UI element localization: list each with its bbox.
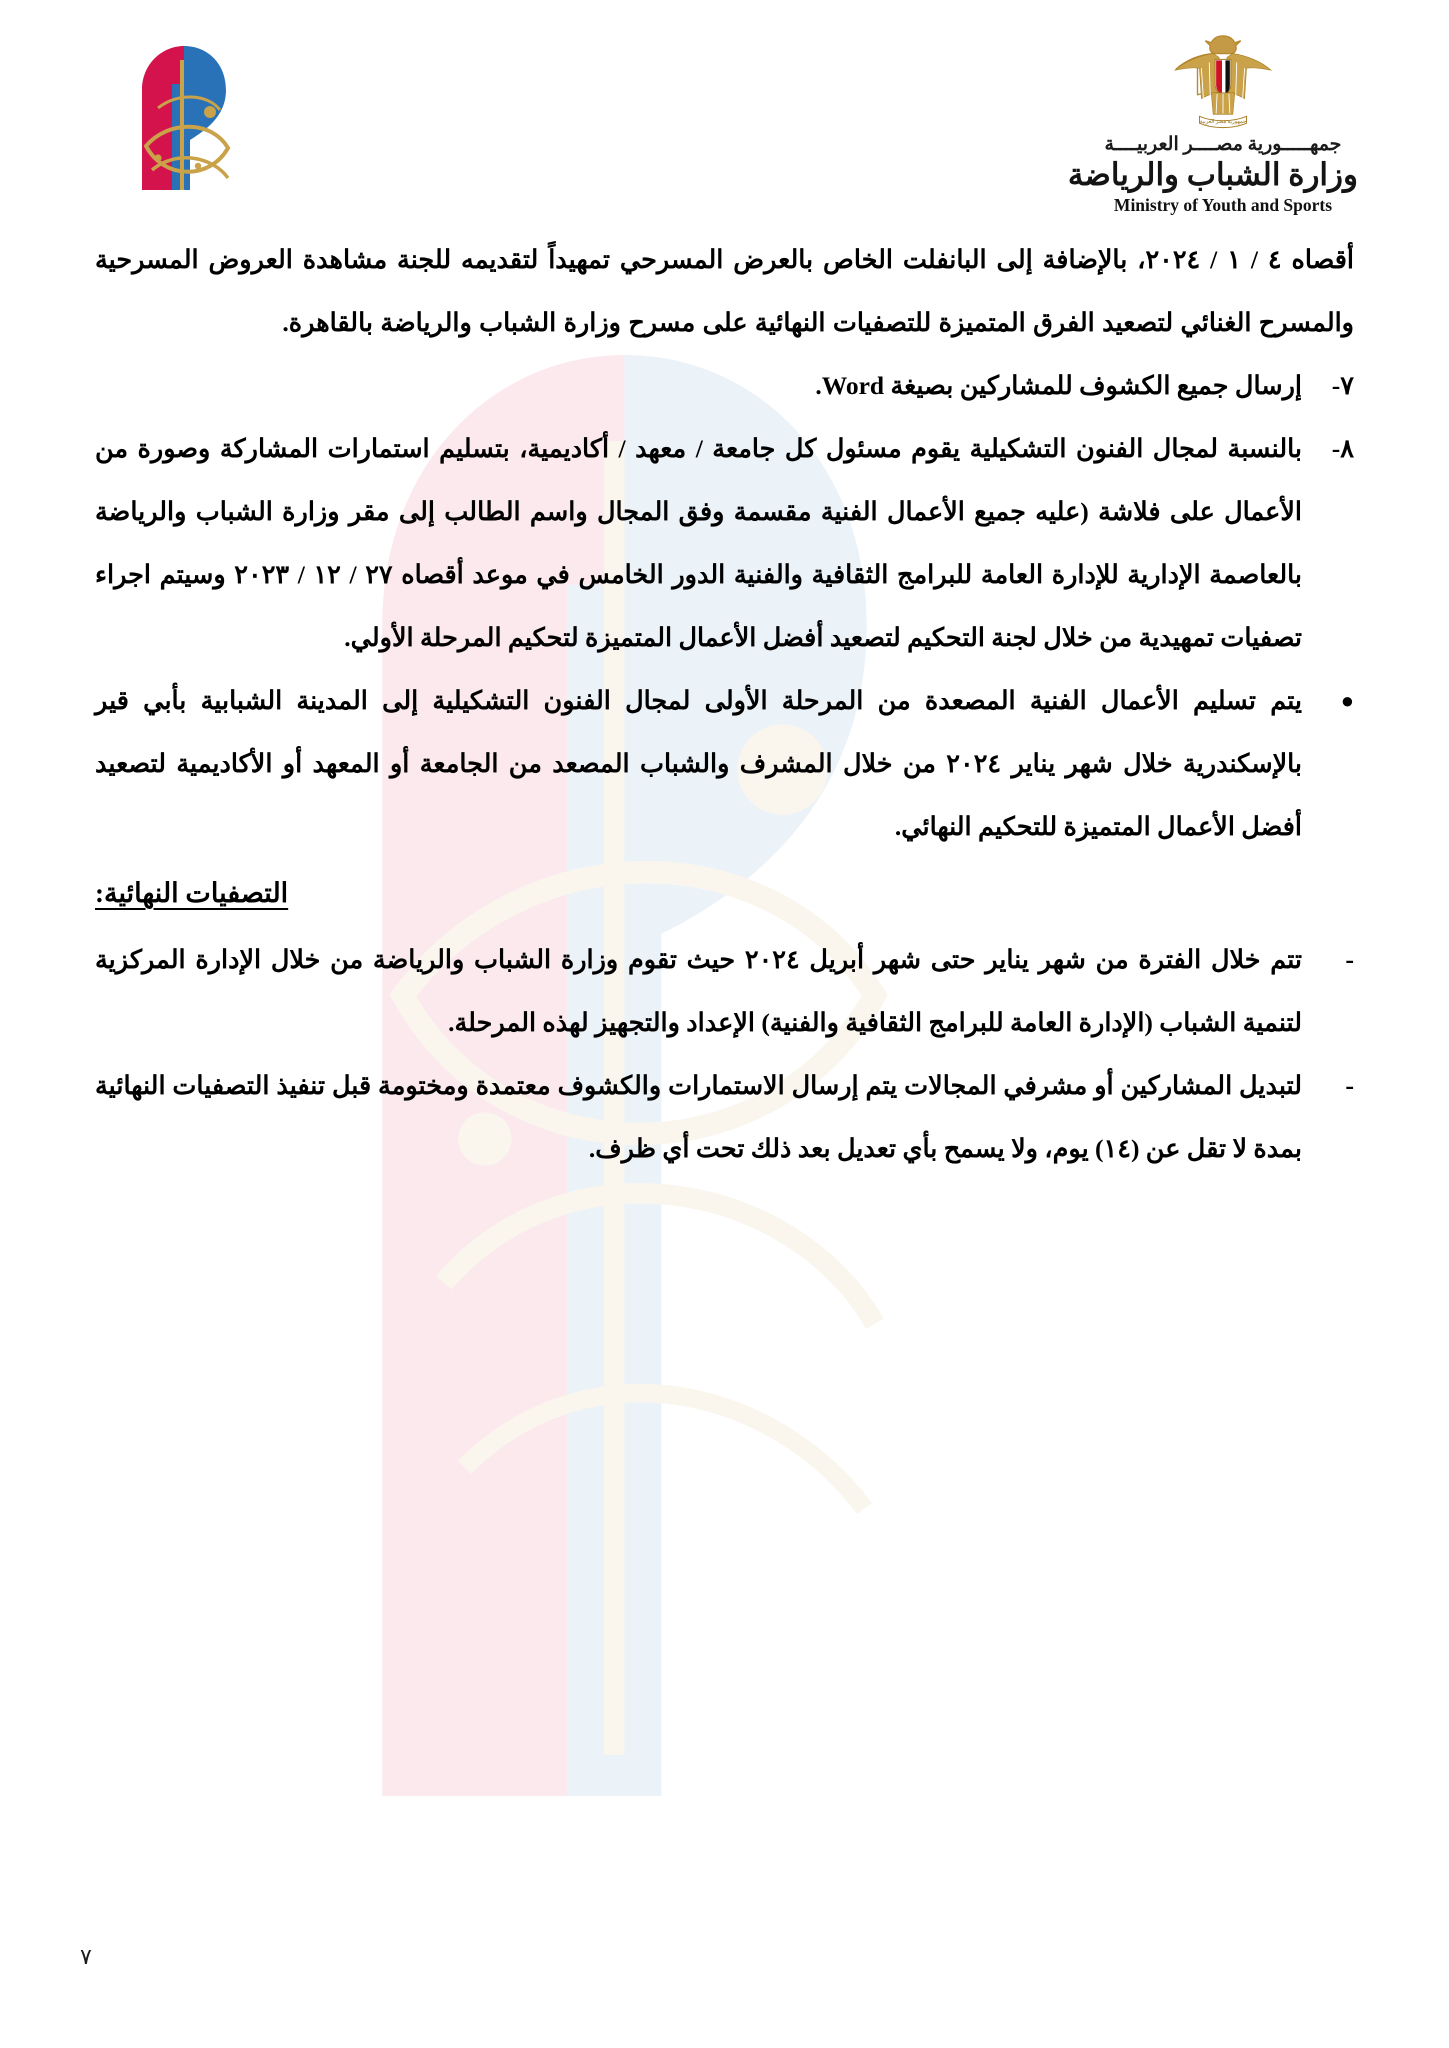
- final-list-item-1-text: تتم خلال الفترة من شهر يناير حتى شهر أبريل ٢٠٢٤ حيث تقوم وزارة الشباب والرياضة من خلال الإدارة المركزية لتنمية الشباب (الإدارة العامة للبرامج الثقافية والفنية) الإعداد والتجهيز لهذه المرحلة.: [95, 945, 1302, 1037]
- final-list-item-2: [95, 1054, 1354, 1180]
- anniversary-one-logo: [120, 38, 245, 198]
- eagle-of-saladin-emblem: [1164, 30, 1282, 132]
- paragraph-continued: أقصاه ٤ / ١ / ٢٠٢٤، بالإضافة إلى البانفلت الخاص بالعرض المسرحي تمهيداً لتقديمه للجنة مشاهدة العروض المسرحية والمسرح الغنائي لتصعيد الفرق المتميزة للتصفيات النهائية على مسرح وزارة الشباب والرياضة بالقاهرة.: [95, 245, 1354, 337]
- section-heading-final-qualifiers: [95, 858, 1354, 928]
- final-list-marker-2: -: [1345, 1071, 1354, 1100]
- list-item-8: [95, 417, 1354, 669]
- page-header: [0, 0, 1449, 235]
- list-item-8-text: بالنسبة لمجال الفنون التشكيلية يقوم مسئول كل جامعة / معهد / أكاديمية، بتسليم استمارات المشاركة وصورة من الأعمال على فلاشة (عليه جميع الأعمال الفنية مقسمة وفق المجال واسم الطالب إلى مقر وزارة الشباب والرياضة بالعاصمة الإدارية للإدارة العامة للبرامج الثقافية والفنية الدور الخامس في موعد أقصاه ٢٧ / ١٢ / ٢٠٢٣ وسيتم اجراء تصفيات تمهيدية من خلال لجنة التحكيم لتصعيد أفضل الأعمال المتميزة لتحكيم المرحلة الأولي.: [95, 434, 1302, 652]
- final-list-item-1: [95, 928, 1354, 1054]
- ministry-country-line: جمهـــــورية مصــــر العربيــــة: [1104, 134, 1342, 155]
- list-item-bullet-1: [95, 669, 1354, 858]
- final-list-item-2-text: لتبديل المشاركين أو مشرفي المجالات يتم إرسال الاستمارات والكشوف معتمدة ومختومة قبل تنفيذ التصفيات النهائية بمدة لا تقل عن (١٤) يوم، ولا يسمح بأي تعديل بعد ذلك تحت أي ظرف.: [95, 1071, 1302, 1163]
- list-marker-bullet: ●: [1340, 688, 1354, 713]
- list-marker-8: ٨-: [1331, 434, 1354, 463]
- document-body: [0, 228, 1449, 1180]
- ministry-logo: [1067, 30, 1358, 215]
- list-marker-7: ٧-: [1331, 371, 1354, 400]
- list-item-7: [95, 354, 1354, 417]
- list-item-7-text: إرسال جميع الكشوف للمشاركين بصيغة Word.: [815, 371, 1302, 400]
- section-heading-final-qualifiers-text: التصفيات النهائية:: [95, 878, 289, 908]
- ministry-name-english: Ministry of Youth and Sports: [1113, 194, 1333, 215]
- final-list-marker-1: -: [1345, 945, 1354, 974]
- page-number: ٧: [80, 1944, 92, 1969]
- svg-text:جمهورية مصر العربية: جمهورية مصر العربية: [1199, 119, 1247, 126]
- list-item-bullet-1-text: يتم تسليم الأعمال الفنية المصعدة من المرحلة الأولى لمجال الفنون التشكيلية إلى المدينة الشبابية بأبي قير بالإسكندرية خلال شهر يناير ٢٠٢٤ من خلال المشرف والشباب المصعد من الجامعة أو المعهد أو الأكاديمية لتصعيد أفضل الأعمال المتميزة للتحكيم النهائي.: [95, 686, 1303, 841]
- ministry-name-arabic: وزارة الشباب والرياضة: [1067, 157, 1358, 192]
